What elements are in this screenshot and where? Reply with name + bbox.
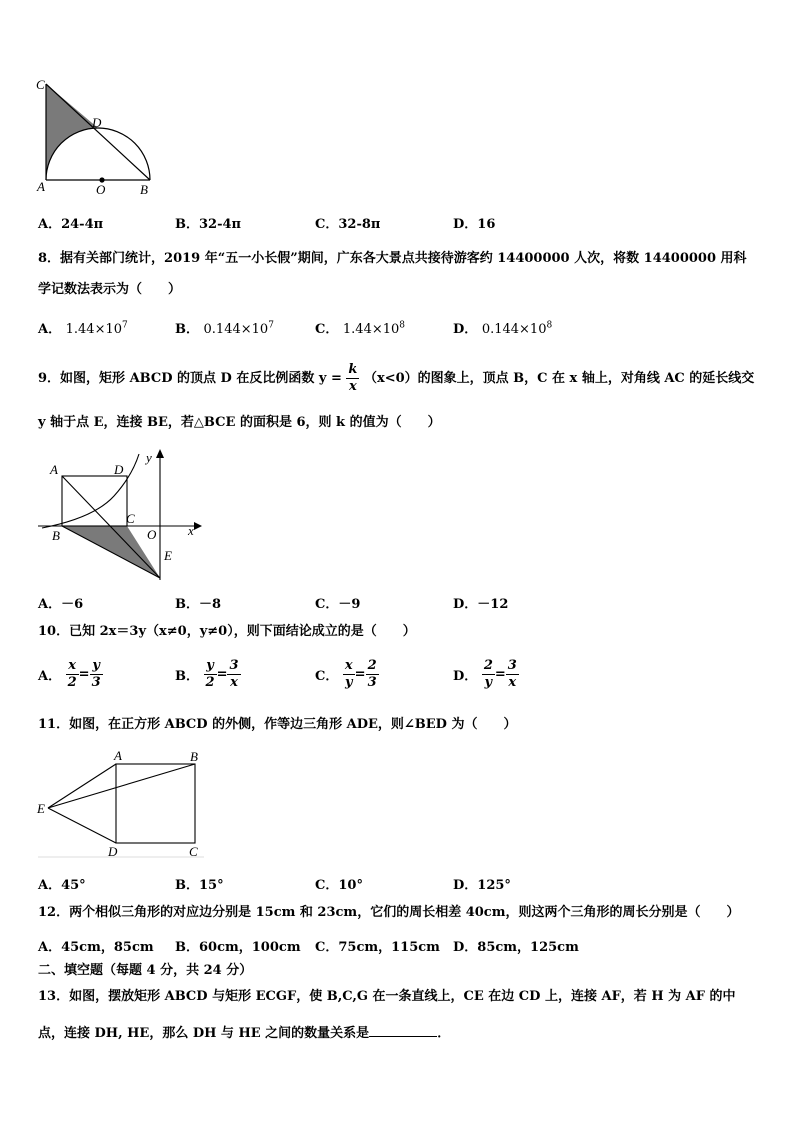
- q11-option-b[interactable]: B．15°: [175, 878, 224, 893]
- q10-stem: 10．已知 2x＝3y（x≠0，y≠0），则下面结论成立的是（ ）: [38, 624, 416, 639]
- q9-label-B: B: [52, 528, 60, 543]
- q12-option-a[interactable]: A．45cm，85cm: [38, 940, 154, 955]
- q9-option-a[interactable]: A．－6: [38, 597, 84, 612]
- q11-line-EA: [48, 764, 116, 808]
- q9-label-C: C: [126, 511, 135, 526]
- q11-option-c[interactable]: C．10°: [315, 878, 363, 893]
- q7-label-C: C: [36, 77, 45, 92]
- q11-option-a[interactable]: A．45°: [38, 878, 86, 893]
- q8-stem-line2: 学记数法表示为（ ）: [38, 282, 182, 297]
- section-heading-fill-in: 二、填空题（每题 4 分，共 24 分）: [38, 963, 253, 978]
- q10-options: [38, 658, 598, 698]
- q8-option-c[interactable]: C． $1.44\times 10^8$: [315, 320, 406, 337]
- q13-answer-blank[interactable]: [369, 1024, 437, 1037]
- q9-label-y: y: [146, 450, 152, 465]
- q8-option-b[interactable]: B． $0.144\times 10^7$: [175, 320, 274, 337]
- q8-option-a[interactable]: A． $1.44\times 10^7$: [38, 320, 128, 337]
- q8-stem-line1: 8．据有关部门统计，2019 年“五一小长假”期间，广东各大景点共接待游客约 14400000 人次，将数 14400000 用科: [38, 251, 747, 266]
- q11-figure: [34, 746, 209, 864]
- q7-label-B: B: [140, 182, 148, 197]
- q7-option-d[interactable]: D．16: [453, 217, 496, 232]
- q7-option-a[interactable]: A．24-4π: [38, 217, 104, 232]
- q13-stem-line2: 点，连接 DH, HE，那么 DH 与 HE 之间的数量关系是 ．: [38, 1026, 451, 1041]
- q13-stem-line1: 13．如图，摆放矩形 ABCD 与矩形 ECGF，使 B,C,G 在一条直线上，CE 在边 CD 上，连接 AF，若 H 为 AF 的中: [38, 989, 736, 1004]
- q7-option-b[interactable]: B．32-4π: [175, 217, 242, 232]
- q11-label-C: C: [189, 844, 198, 859]
- q9-label-A: A: [50, 462, 58, 477]
- q11-label-B: B: [190, 749, 198, 764]
- q9-option-c[interactable]: C．－9: [315, 597, 361, 612]
- q12-stem: 12．两个相似三角形的对应边分别是 15cm 和 23cm，它们的周长相差 40cm，则这两个三角形的周长分别是（ ）: [38, 905, 740, 920]
- q11-stem: 11．如图，在正方形 ABCD 的外侧，作等边三角形 ADE，则∠BED 为（ ）: [38, 717, 517, 732]
- q9-rectangle: [62, 476, 127, 526]
- q11-label-E: E: [37, 801, 45, 816]
- q9-label-D: D: [114, 462, 124, 477]
- q12-option-c[interactable]: C．75cm，115cm: [315, 940, 440, 955]
- q9-option-d[interactable]: D．－12: [453, 597, 509, 612]
- q11-option-d[interactable]: D．125°: [453, 878, 511, 893]
- q8-option-d[interactable]: D． $0.144\times 10^8$: [453, 320, 553, 337]
- q9-label-E: E: [164, 548, 172, 563]
- q7-label-D: D: [92, 115, 102, 130]
- q7-label-O: O: [96, 182, 106, 197]
- q10-option-c[interactable]: C． $\frac{x}{y}$ = $\frac{2}{3}$: [315, 658, 377, 690]
- q9-stem-line2: y 轴于点 E，连接 BE，若△BCE 的面积是 6，则 k 的值为（ ）: [38, 415, 441, 430]
- q11-line-ED: [48, 808, 116, 843]
- q12-option-b[interactable]: B．60cm，100cm: [175, 940, 301, 955]
- q11-label-A: A: [114, 748, 122, 763]
- q7-shaded-region: [46, 84, 98, 180]
- q9-label-x: x: [188, 523, 194, 538]
- q7-figure: [30, 72, 165, 200]
- q10-option-d[interactable]: D． $\frac{2}{y}$ = $\frac{3}{x}$: [453, 658, 517, 690]
- q9-x-arrow: [194, 522, 202, 530]
- q11-line-EB: [48, 764, 195, 808]
- q12-option-d[interactable]: D．85cm，125cm: [453, 940, 579, 955]
- q9-option-b[interactable]: B．－8: [175, 597, 222, 612]
- q9-stem-line1: 9．如图，矩形 ABCD 的顶点 D 在反比例函数 y = $\frac{k}{x}$ （x<0）的图象上，顶点 B，C 在 x 轴上，对角线 AC 的延长线交: [38, 362, 755, 394]
- q9-figure: [34, 446, 204, 584]
- q11-label-D: D: [108, 844, 118, 859]
- q7-label-A: A: [37, 179, 45, 194]
- q9-label-O: O: [147, 527, 157, 542]
- q9-fraction-k-over-x: $\frac{k}{x}$: [348, 362, 358, 394]
- q10-option-b[interactable]: B． $\frac{y}{2}$ = $\frac{3}{x}$: [175, 658, 239, 690]
- q7-option-c[interactable]: C．32-8π: [315, 217, 381, 232]
- q10-option-a[interactable]: A． $\frac{x}{2}$ = $\frac{y}{3}$: [38, 658, 101, 690]
- q9-y-arrow: [156, 449, 164, 458]
